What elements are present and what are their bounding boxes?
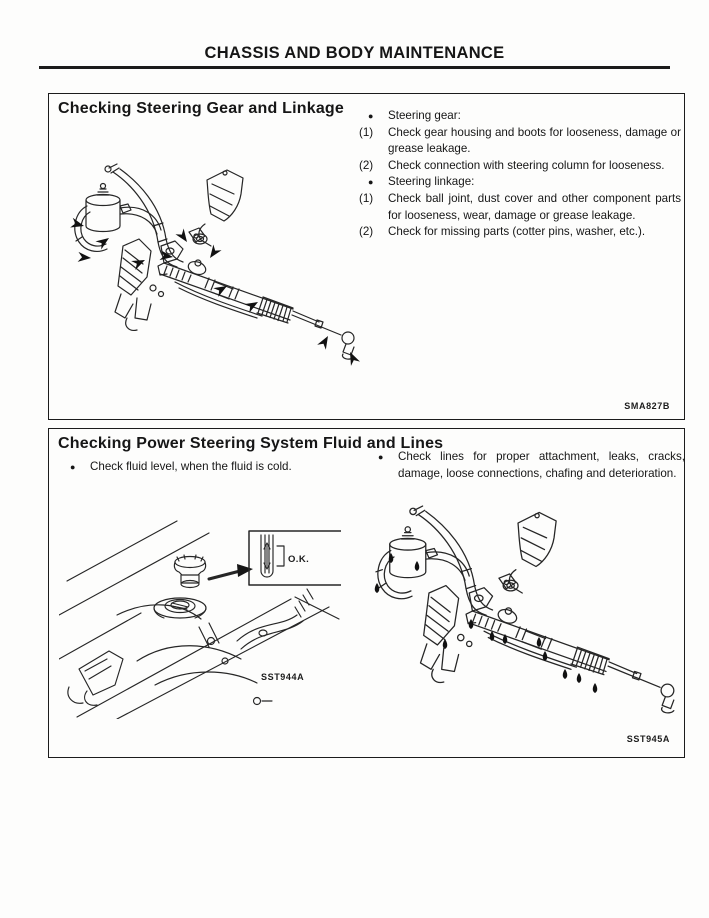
fluid-level-check-illustration	[59, 519, 341, 719]
checklist-item	[359, 108, 681, 125]
list-text: Check for missing parts (cotter pins, washer, etc.).	[388, 225, 646, 239]
list-text: Steering linkage:	[388, 175, 475, 189]
power-steering-lines-illustration	[347, 491, 685, 739]
list-text: Check lines for proper attachment, leaks, cracks, damage, loose connections, chafing and deterioration.	[398, 450, 685, 480]
section1-title: Checking Steering Gear and Linkage	[58, 100, 344, 117]
section-steering-gear-linkage	[48, 93, 685, 420]
checklist-item	[359, 191, 681, 224]
checklist-item	[359, 224, 681, 241]
section2-right-item	[369, 449, 685, 482]
section-power-steering-fluid-lines	[48, 428, 685, 758]
section2-title: Checking Power Steering System Fluid and Lines	[58, 435, 444, 452]
list-marker: ●	[70, 462, 76, 472]
steering-lines-drawing	[347, 491, 685, 739]
list-marker: ●	[368, 111, 374, 121]
figure-code-label: SST945A	[626, 734, 670, 744]
list-text: Check ball joint, dust cover and other component parts for looseness, wear, damage or grease leakage.	[388, 191, 681, 222]
checklist-item	[359, 158, 681, 175]
list-text: Check connection with steering column for looseness.	[388, 158, 665, 172]
list-marker: ●	[368, 177, 374, 188]
steering-rack-drawing	[57, 146, 369, 398]
list-text: Check gear housing and boots for looseness, damage or grease leakage.	[388, 125, 681, 156]
list-marker: (1)	[359, 125, 374, 139]
checklist-item	[359, 174, 681, 191]
list-text: Check fluid level, when the fluid is cold.	[90, 460, 292, 473]
list-marker: (1)	[359, 191, 374, 205]
figure-code-label: SST944A	[261, 672, 305, 682]
engine-bay-drawing	[59, 519, 341, 719]
figure-code-label: SMA827B	[624, 401, 670, 411]
check-point-arrows	[70, 218, 360, 366]
list-marker: (2)	[359, 158, 374, 172]
list-marker: ●	[378, 452, 384, 462]
inset-ok-label: O.K.	[288, 554, 310, 565]
section2-left-item	[61, 459, 361, 476]
header-divider	[39, 66, 670, 69]
page-title: CHASSIS AND BODY MAINTENANCE	[204, 44, 505, 62]
steering-gear-linkage-illustration	[57, 146, 369, 398]
list-marker: (2)	[359, 225, 374, 239]
list-text: Steering gear:	[388, 109, 461, 122]
section1-checklist	[359, 108, 681, 241]
checklist-item	[359, 125, 681, 158]
